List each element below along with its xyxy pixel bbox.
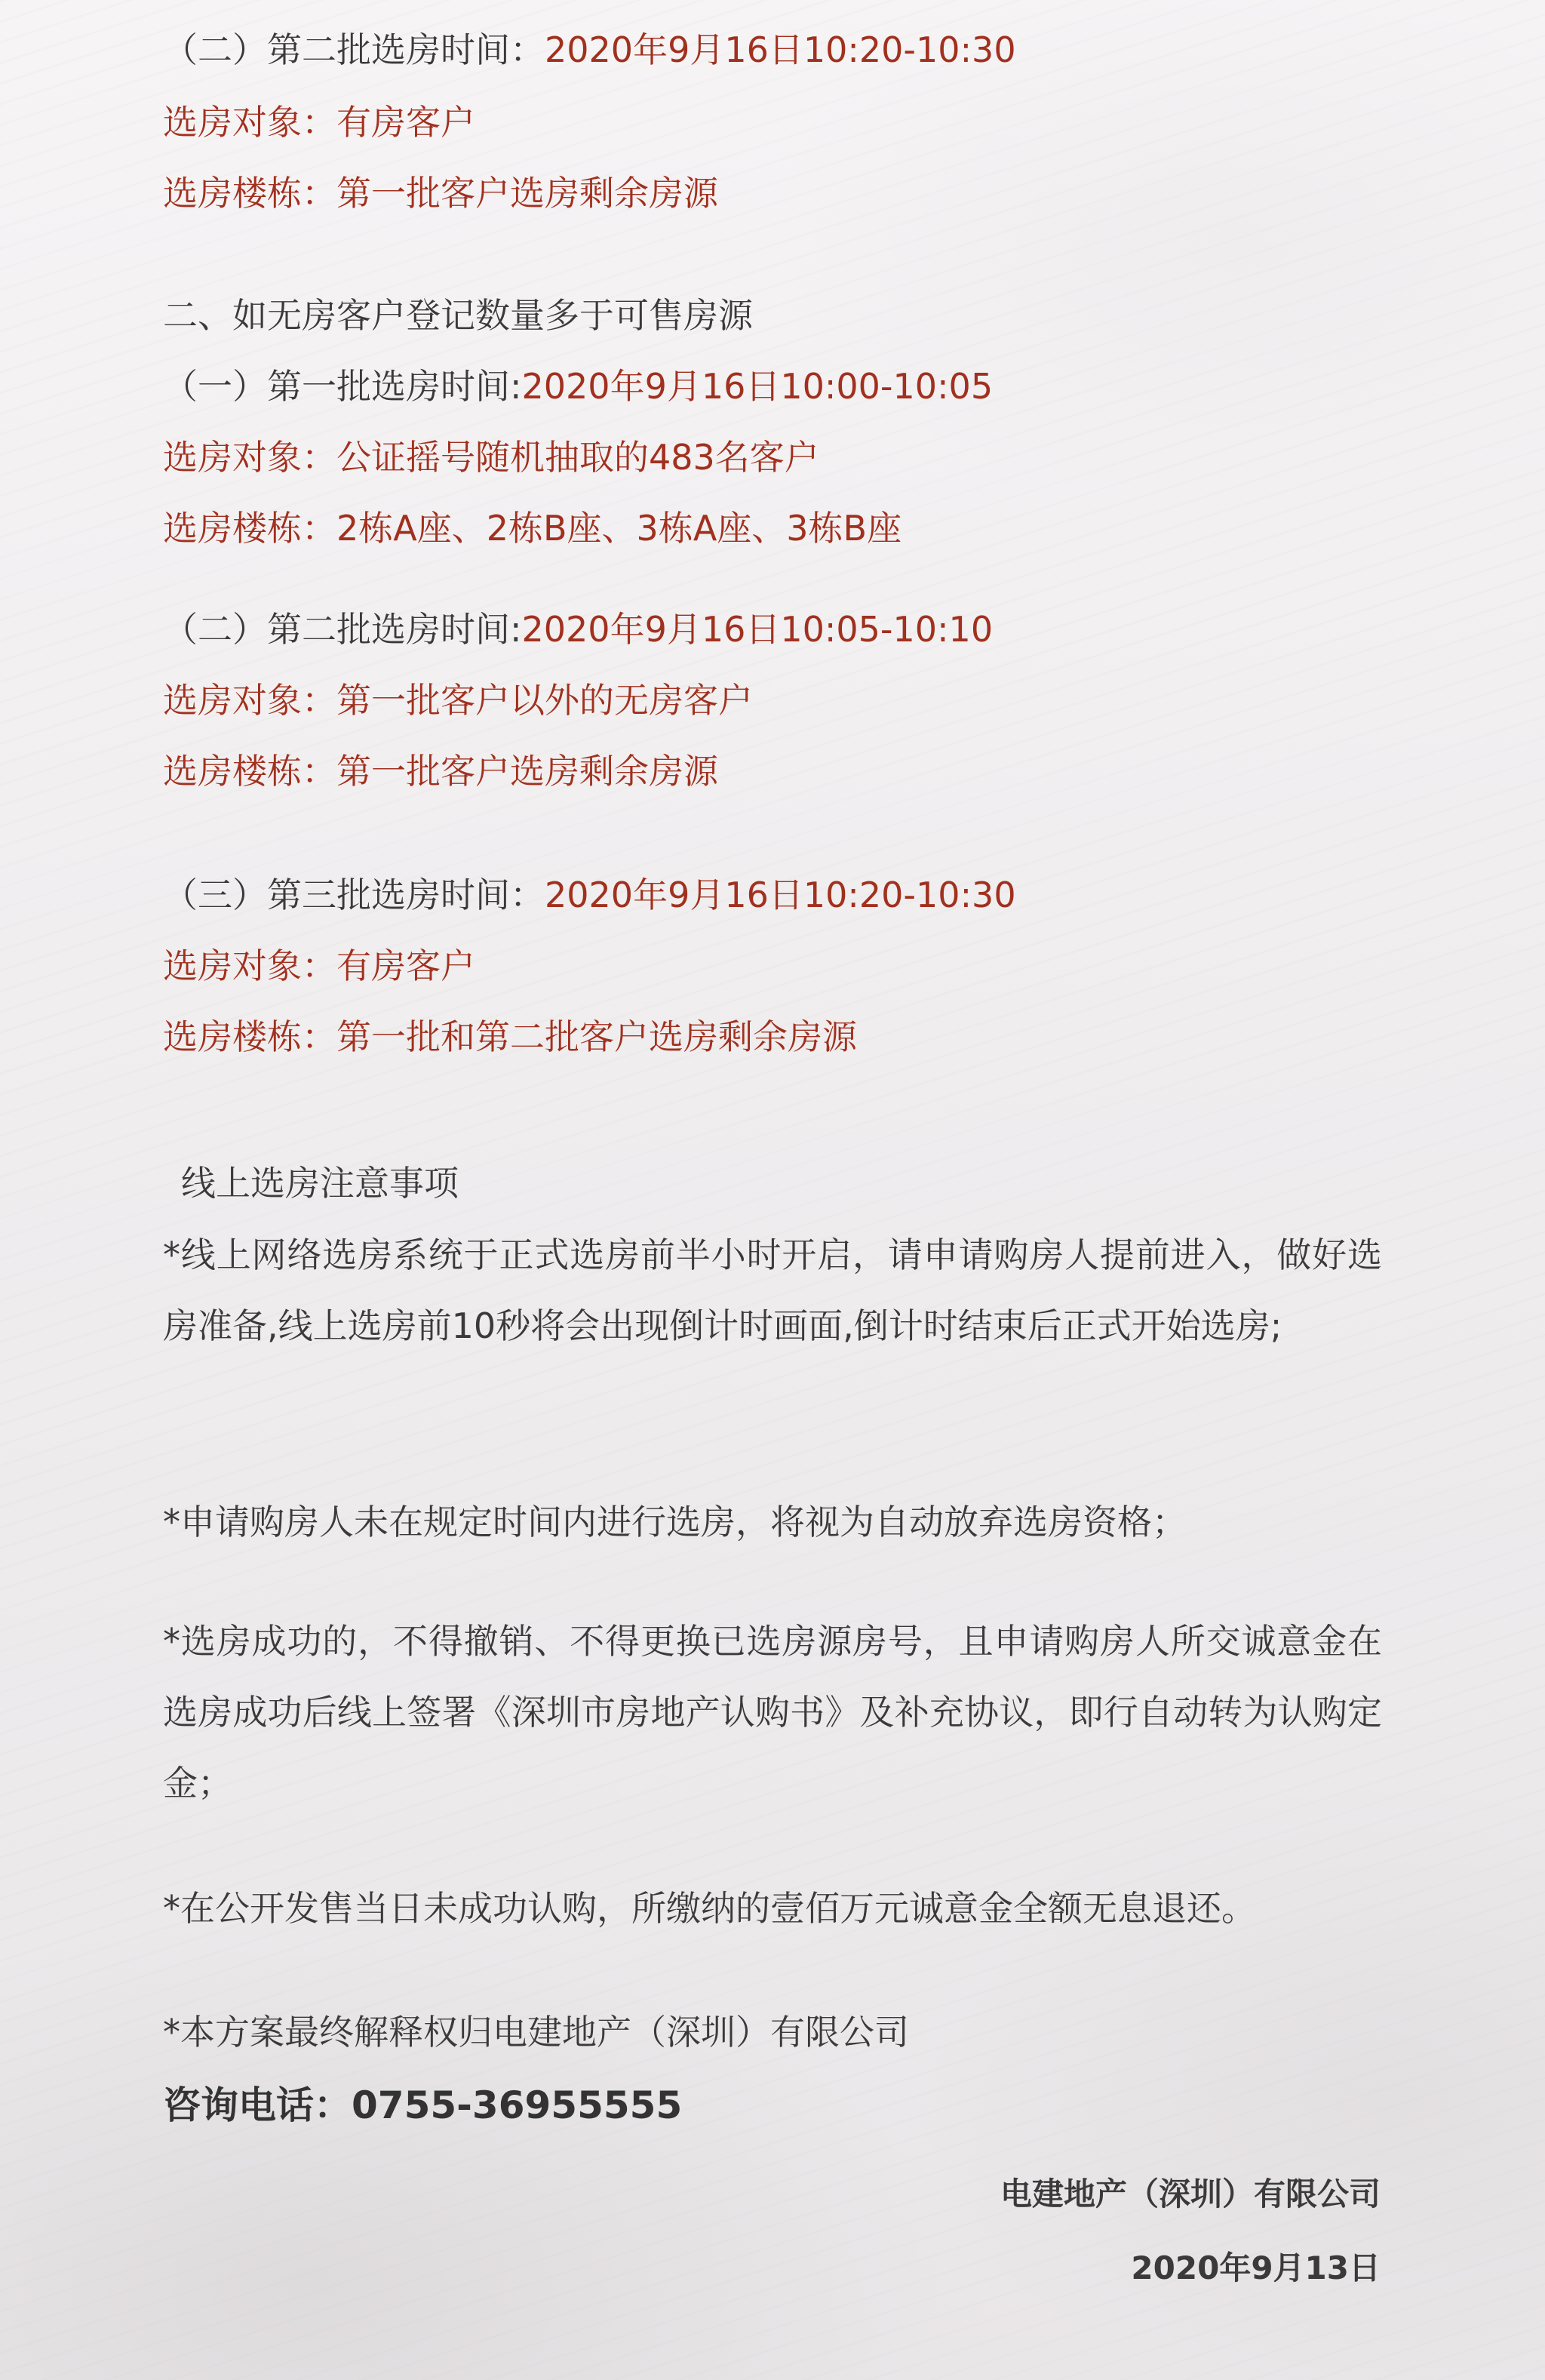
s1-batch2-time [163,26,1016,74]
contact-phone: 咨询电话：0755-36955555 [163,2083,683,2127]
s2-batch3-time-value: 2020年9月16日10:20-10:30 [545,875,1016,915]
s2-batch1-time-label: （一）第一批选房时间: [163,366,522,407]
s2-batch1-target: 选房对象：公证摇号随机抽取的483名客户 [163,437,819,478]
notice-item-5: *本方案最终解释权归电建地产（深圳）有限公司 [163,2012,909,2053]
signature-date: 2020年9月13日 [1131,2249,1381,2286]
s2-heading: 二、如无房客户登记数量多于可售房源 [163,295,753,336]
s2-batch2-time-label: （二）第二批选房时间: [163,609,522,650]
s1-batch2-target: 选房对象：有房客户 [163,102,475,143]
notice-item-4: *在公开发售当日未成功认购，所缴纳的壹佰万元诚意金全额无息退还。 [163,1888,1256,1929]
s2-batch1-building: 选房楼栋：2栋A座、2栋B座、3栋A座、3栋B座 [163,508,902,549]
s2-batch3-time-label: （三）第三批选房时间： [163,875,545,915]
s1-batch2-time-label: （二）第二批选房时间： [163,29,545,70]
s2-batch2-time [163,605,993,653]
s2-batch2-time-value: 2020年9月16日10:05-10:10 [521,609,994,650]
notice-item-2: *申请购房人未在规定时间内进行选房，将视为自动放弃选房资格； [163,1502,1187,1542]
s1-batch2-time-value: 2020年9月16日10:20-10:30 [545,29,1016,70]
s2-batch1-time-value: 2020年9月16日10:00-10:05 [521,366,994,407]
notice-item-3: *选房成功的，不得撤销、不得更换已选房源房号，且申请购房人所交诚意金在选房成功后线上签署《深圳市房地产认购书》及补充协议，即行自动转为认购定金； [163,1621,1382,1803]
notice-heading: 线上选房注意事项 [181,1163,459,1204]
signature-company: 电建地产（深圳）有限公司 [1000,2176,1381,2212]
s2-batch3-time [163,871,1016,919]
s2-batch2-building: 选房楼栋：第一批客户选房剩余房源 [163,751,718,792]
s2-batch2-target: 选房对象：第一批客户以外的无房客户 [163,680,753,721]
s2-batch1-time [163,362,993,411]
notice-item-1: *线上网络选房系统于正式选房前半小时开启，请申请购房人提前进入，做好选房准备,线上选房前10秒将会出现倒计时画面,倒计时结束后正式开始选房; [163,1235,1382,1346]
s1-batch2-building: 选房楼栋：第一批客户选房剩余房源 [163,173,718,214]
s2-batch3-building: 选房楼栋：第一批和第二批客户选房剩余房源 [163,1016,857,1057]
s2-batch3-target: 选房对象：有房客户 [163,946,475,986]
